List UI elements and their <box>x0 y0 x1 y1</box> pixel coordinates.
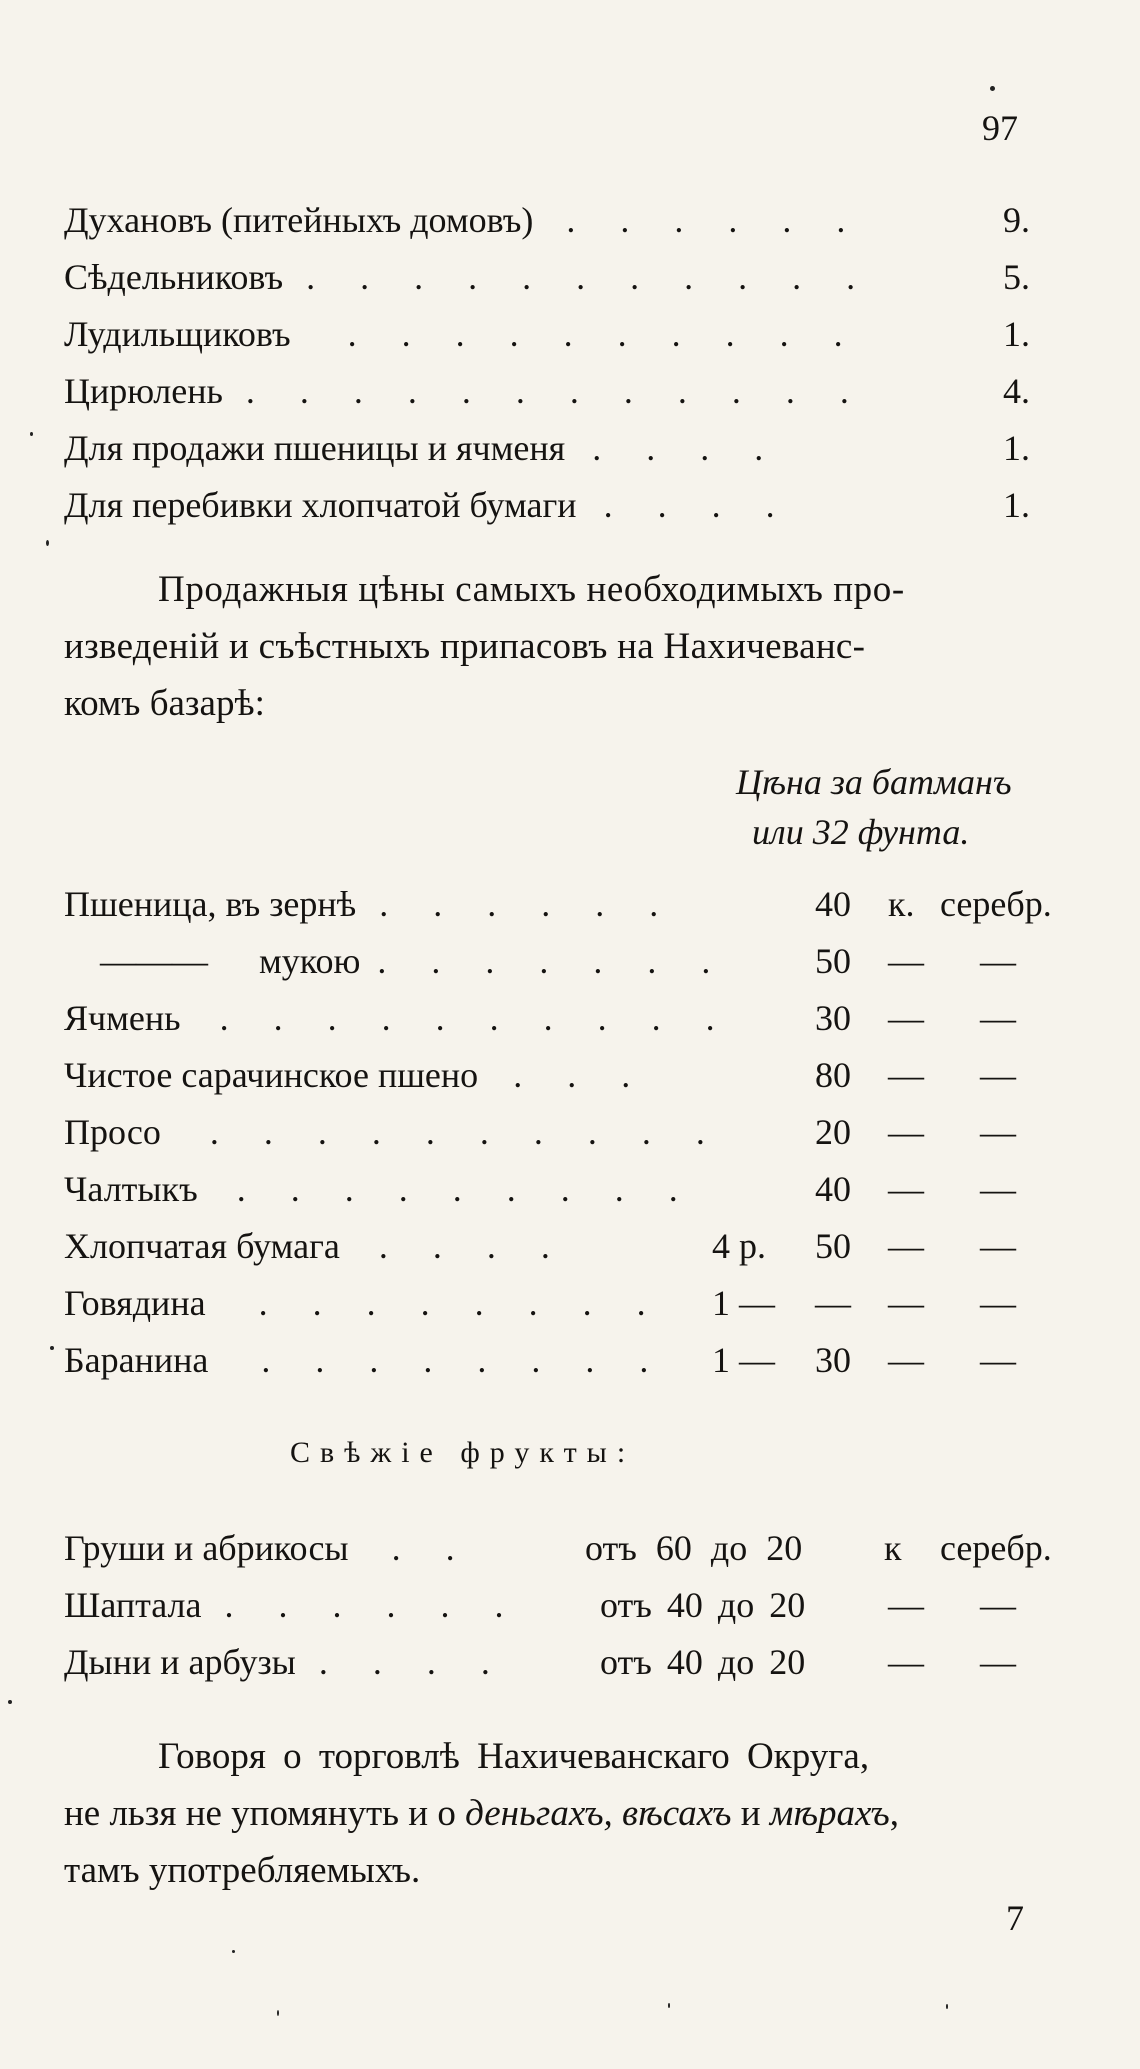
table-row <box>64 1053 648 1097</box>
leader-dots: . . . . . . . . . . . . <box>245 371 867 411</box>
currency-unit: к <box>884 1528 902 1568</box>
rub-value: 1 — <box>712 1283 775 1323</box>
ditto-mark: — <box>980 1226 1016 1266</box>
ditto-mark: — <box>888 1340 924 1380</box>
list-item <box>64 426 781 470</box>
list-item-value: 5. <box>1003 257 1030 297</box>
ditto-mark: — <box>888 1283 924 1323</box>
leader-dots: . . . . <box>592 428 782 468</box>
product-name: Говядина <box>64 1283 206 1323</box>
italic-term: деньгахъ, вѣсахъ <box>465 1793 732 1834</box>
list-item-label: Лудильщиковъ <box>64 314 291 354</box>
product-name: Ячмень <box>64 998 181 1038</box>
ditto-mark: — <box>980 1340 1016 1380</box>
scan-speck <box>46 540 49 546</box>
kop-value: — <box>815 1283 851 1323</box>
ditto-mark: — <box>888 1169 924 1209</box>
paragraph-line <box>64 1785 899 1843</box>
rub-value: 4 р. <box>712 1226 766 1266</box>
price-range: отъ 60 до 20 <box>585 1528 803 1568</box>
scan-speck <box>232 1950 235 1953</box>
ditto-mark: — <box>888 1112 924 1152</box>
table-row <box>64 1224 568 1268</box>
text-run: и <box>731 1793 770 1834</box>
table-row <box>64 1338 666 1382</box>
signature-mark: 7 <box>1006 1898 1024 1938</box>
list-item-label: Для продажи пшеницы и ячменя <box>64 428 566 468</box>
ditto-mark: — <box>888 998 924 1038</box>
ditto-mark: — <box>980 1055 1016 1095</box>
ditto-mark: — <box>888 1585 924 1625</box>
rub-value: 1 — <box>712 1340 775 1380</box>
list-item-label: Духановъ (питейныхъ домовъ) <box>64 200 534 240</box>
ditto-mark: — <box>980 941 1016 981</box>
leader-dots: . . . . <box>378 1226 568 1266</box>
ditto-mark: — <box>980 998 1016 1038</box>
list-item <box>64 369 867 413</box>
product-name: Просо <box>64 1112 161 1152</box>
table-row <box>64 1640 508 1684</box>
table-row <box>64 1583 522 1627</box>
list-item-label: Цирюлень <box>64 371 223 411</box>
leader-dots: . . . <box>513 1055 649 1095</box>
leader-dots: . . . . . . <box>379 884 677 924</box>
kop-value: 40 <box>815 884 851 924</box>
text-run: , <box>889 1793 899 1834</box>
list-item-label: Для перебивки хлопчатой бумаги <box>64 485 577 525</box>
ditto-mark: — <box>980 1642 1016 1682</box>
currency-note: серебр. <box>940 884 1052 924</box>
leader-dots: . . . . <box>318 1642 508 1682</box>
product-name: Чистое сарачинское пшено <box>64 1055 479 1095</box>
ditto-mark: — <box>888 1055 924 1095</box>
list-item-value: 1. <box>1003 428 1030 468</box>
ditto-mark: — <box>888 1642 924 1682</box>
paragraph-line: изведенiй и съѣстныхъ припасовъ на Нахичеванс- <box>64 626 866 667</box>
paragraph-line: Говоря о торговлѣ Нахичеванскаго Округа, <box>158 1736 870 1777</box>
kop-value: 30 <box>815 998 851 1038</box>
ditto-mark: — <box>980 1283 1016 1323</box>
leader-dots: . . . . . . . . . . <box>209 1112 723 1152</box>
text-run: не льзя не упомянуть и о <box>64 1793 466 1834</box>
ditto-mark: — <box>980 1169 1016 1209</box>
paragraph-line: комъ базарѣ: <box>64 683 265 724</box>
scan-speck <box>990 86 995 91</box>
list-item <box>64 198 863 242</box>
product-name: Груши и абрикосы <box>64 1528 349 1568</box>
product-name: Шаптала <box>64 1585 202 1625</box>
list-item-value: 9. <box>1003 200 1030 240</box>
table-row <box>100 939 728 983</box>
price-range: отъ 40 до 20 <box>600 1585 806 1625</box>
leader-dots: . . <box>391 1528 473 1568</box>
italic-term: мѣрахъ <box>769 1793 890 1834</box>
list-item <box>64 312 861 356</box>
product-name: ——— мукою <box>100 941 361 981</box>
product-name: Хлопчатая бумага <box>64 1226 340 1266</box>
scan-speck <box>8 1700 12 1704</box>
scan-speck <box>50 1346 54 1350</box>
leader-dots: . . . . . . . . <box>258 1283 664 1323</box>
list-item-label: Сѣдельниковъ <box>64 257 284 297</box>
currency-note: серебр. <box>940 1528 1052 1568</box>
leader-dots: . . . . <box>603 485 793 525</box>
table-row <box>64 1526 473 1570</box>
list-item <box>64 483 793 527</box>
ditto-mark: — <box>980 1585 1016 1625</box>
kop-value: 80 <box>815 1055 851 1095</box>
product-name: Пшеница, въ зернѣ <box>64 884 357 924</box>
leader-dots: . . . . . . . . . . . <box>306 257 874 297</box>
kop-value: 50 <box>815 1226 851 1266</box>
scan-speck <box>30 432 33 436</box>
kop-value: 30 <box>815 1340 851 1380</box>
table-row <box>64 996 733 1040</box>
kop-value: 20 <box>815 1112 851 1152</box>
leader-dots: . . . . . . <box>224 1585 522 1625</box>
table-row <box>64 1167 696 1211</box>
paragraph-line: тамъ употребляемыхъ. <box>64 1850 421 1891</box>
leader-dots: . . . . . . . . . <box>236 1169 696 1209</box>
kop-value: 50 <box>815 941 851 981</box>
ditto-mark: — <box>980 1112 1016 1152</box>
page-number: 97 <box>982 108 1018 148</box>
leader-dots: . . . . . . . . . . <box>219 998 733 1038</box>
price-header-line1: Цѣна за батманъ <box>736 762 1012 802</box>
leader-dots: . . . . . . . . <box>261 1340 667 1380</box>
product-name: Баранина <box>64 1340 209 1380</box>
table-row <box>64 1110 723 1154</box>
leader-dots: . . . . . . . . . . <box>347 314 861 354</box>
product-name: Чалтыкъ <box>64 1169 198 1209</box>
table-row <box>64 882 676 926</box>
scan-speck <box>668 2003 670 2008</box>
paragraph-line: Продажныя цѣны самыхъ необходимыхъ про- <box>158 569 905 610</box>
table-row <box>64 1281 664 1325</box>
list-item-value: 4. <box>1003 371 1030 411</box>
kop-value: 40 <box>815 1169 851 1209</box>
list-item <box>64 255 873 299</box>
scan-speck <box>277 2010 279 2016</box>
list-item-value: 1. <box>1003 485 1030 525</box>
section-heading: Свѣжiе фрукты: <box>290 1436 636 1469</box>
price-range: отъ 40 до 20 <box>600 1642 806 1682</box>
leader-dots: . . . . . . . <box>377 941 729 981</box>
currency-unit: к. <box>888 884 915 924</box>
ditto-mark: — <box>888 1226 924 1266</box>
price-header-line2: или 32 фунта. <box>752 812 970 852</box>
scan-speck <box>946 2004 948 2009</box>
leader-dots: . . . . . . <box>566 200 864 240</box>
product-name: Дыни и арбузы <box>64 1642 296 1682</box>
ditto-mark: — <box>888 941 924 981</box>
list-item-value: 1. <box>1003 314 1030 354</box>
